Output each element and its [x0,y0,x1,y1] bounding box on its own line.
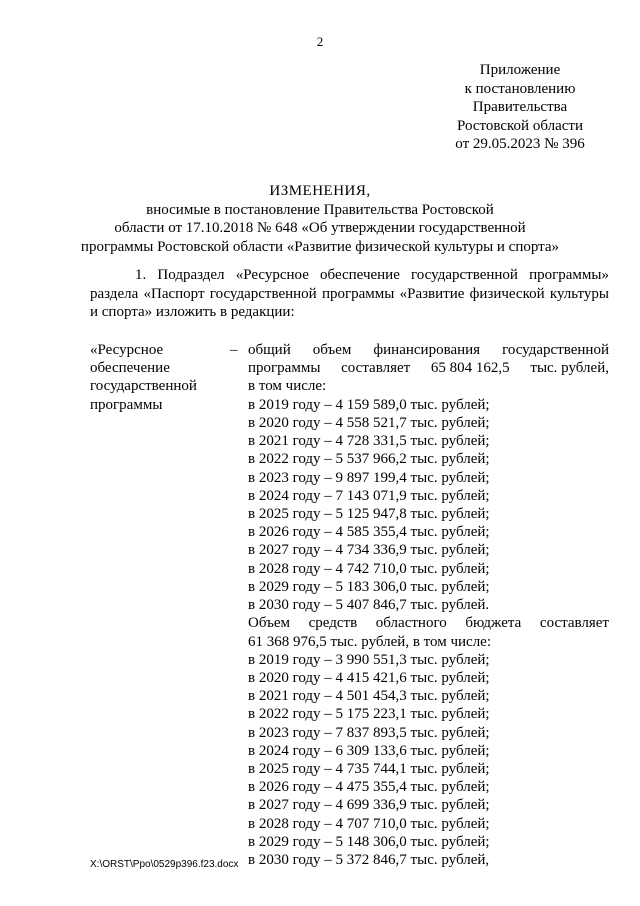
word: финансирования [373,342,481,358]
word: областного [375,615,447,632]
year-amount-line: в 2027 году – 4 699 336,9 тыс. рублей; [248,797,490,814]
regional-year-list [248,651,609,870]
total-amount: 65 804 162,5 [430,360,510,377]
appendix-line: Приложение [479,62,561,78]
year-amount-line: в 2026 году – 4 585 355,4 тыс. рублей; [248,524,490,541]
word: общий [248,342,291,358]
file-path-footer: X:\ORST\Ppo\0529p396.f23.docx [90,859,239,870]
section-label-line: обеспечение [90,360,170,377]
year-amount-line: в 2030 году – 5 407 846,7 тыс. рублей. [248,597,490,614]
word: бюджета [465,615,522,632]
intro-line-3: и спорта» изложить в редакции: [90,304,295,320]
year-amount-line: в 2029 году – 5 183 306,0 тыс. рублей; [248,578,490,595]
word: тыс. рублей, [530,360,609,377]
appendix-date-line: от 29.05.2023 № 396 [455,136,585,152]
intro-line-1 [90,266,609,285]
year-amount-line: в 2023 году – 9 897 199,4 тыс. рублей; [248,469,490,486]
year-amount-line: в 2028 году – 4 742 710,0 тыс. рублей; [248,560,490,577]
document-title [60,182,580,256]
intro-text: раздела «Паспорт государственной программы «Развитие физической культуры [90,285,609,302]
year-amount-line: в 2026 году – 4 475 355,4 тыс. рублей; [248,779,490,796]
word: государственной [502,342,609,358]
year-amount-line: в 2024 году – 6 309 133,6 тыс. рублей; [248,742,490,759]
word: Объем [248,615,290,632]
year-amount-line: в 2021 году – 4 728 331,5 тыс. рублей; [248,433,490,450]
total-line-1 [248,341,609,359]
year-amount-line: в 2022 году – 5 537 966,2 тыс. рублей; [248,451,490,468]
funding-description [248,341,609,869]
year-amount-line: в 2028 году – 4 707 710,0 тыс. рублей; [248,815,490,832]
word: средств [308,615,358,632]
word: составляет [341,360,411,377]
total-line-2 [248,359,609,377]
intro-text: 1. Подраздел «Ресурсное обеспечение государственной программы» [135,267,609,283]
year-amount-line: в 2030 году – 5 372 846,7 тыс. рублей, [248,852,490,869]
title-line: области от 17.10.2018 № 648 «Об утверждении государственной [114,220,526,236]
year-amount-line: в 2020 году – 4 558 521,7 тыс. рублей; [248,414,490,431]
year-amount-line: в 2019 году – 3 990 551,3 тыс. рублей; [248,651,490,668]
total-year-list [248,396,609,615]
year-amount-line: в 2027 году – 4 734 336,9 тыс. рублей; [248,542,490,559]
title-heading: ИЗМЕНЕНИЯ, [269,183,371,199]
intro-paragraph [90,266,609,322]
year-amount-line: в 2029 году – 5 148 306,0 тыс. рублей; [248,833,490,850]
year-amount-line: в 2021 году – 4 501 454,3 тыс. рублей; [248,688,490,705]
section-label-line: «Ресурсное [90,342,164,358]
year-amount-line: в 2020 году – 4 415 421,6 тыс. рублей; [248,669,490,686]
appendix-line: к постановлению [464,80,576,97]
total-line-3: в том числе: [248,378,327,395]
regional-line-2: 61 368 976,5 тыс. рублей, в том числе: [248,633,492,650]
word: программы [248,360,321,377]
year-amount-line: в 2023 году – 7 837 893,5 тыс. рублей; [248,724,490,741]
appendix-block [420,61,620,154]
title-line: вносимые в постановление Правительства Ростовской [146,201,494,218]
appendix-line: Ростовской области [457,117,583,134]
separator-dash: – [230,342,238,358]
regional-line-1 [248,614,609,632]
title-line: программы Ростовской области «Развитие физической культуры и спорта» [80,238,560,255]
intro-line-2 [90,285,609,304]
year-amount-line: в 2019 году – 4 159 589,0 тыс. рублей; [248,396,490,413]
section-label-line: государственной [90,378,197,395]
year-amount-line: в 2024 году – 7 143 071,9 тыс. рублей; [248,487,490,504]
appendix-line: Правительства [472,99,568,115]
section-label-line: программы [90,396,163,413]
word: составляет [539,615,609,632]
page-number: 2 [316,34,324,49]
section-label [90,341,240,414]
year-amount-line: в 2025 году – 5 125 947,8 тыс. рублей; [248,505,490,522]
year-amount-line: в 2022 году – 5 175 223,1 тыс. рублей; [248,706,490,723]
year-amount-line: в 2025 году – 4 735 744,1 тыс. рублей; [248,761,490,778]
word: объем [312,342,352,358]
